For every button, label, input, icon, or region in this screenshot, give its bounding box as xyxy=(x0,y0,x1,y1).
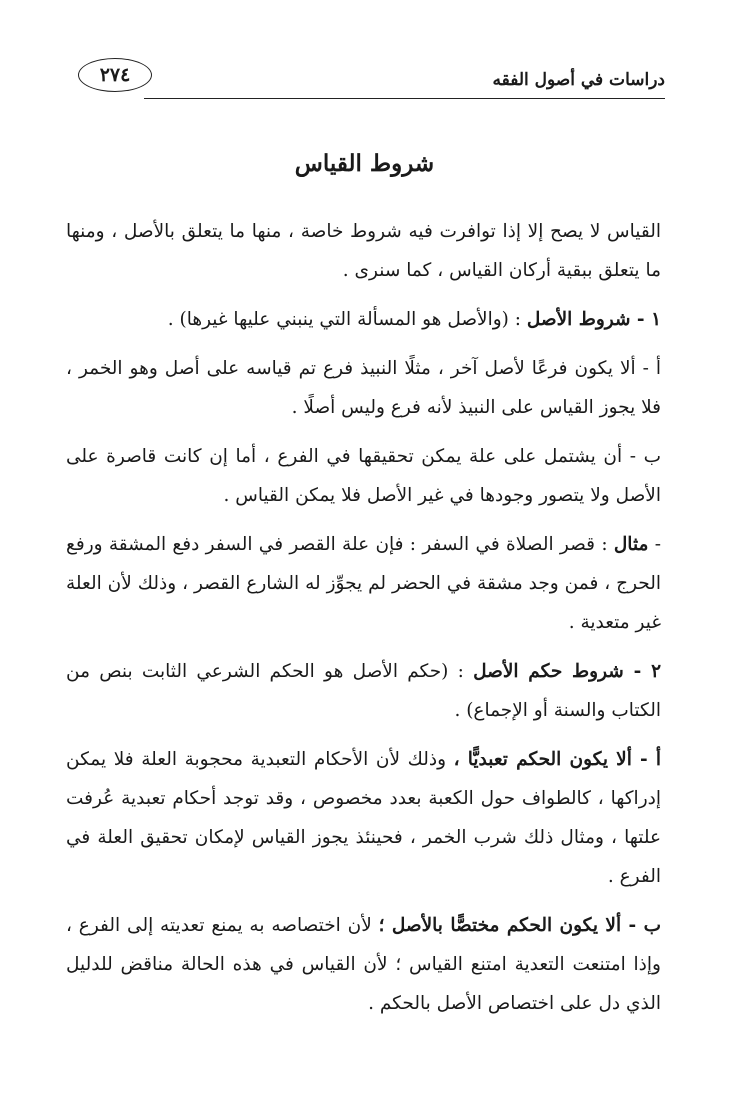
paragraph-hukm-conditions xyxy=(66,652,661,730)
hukm-condition-a-heading: أ - ألا يكون الحكم تعبديًّا ، xyxy=(453,749,661,770)
asl-condition-a: أ - ألا يكون فرعًا لأصل آخر ، مثلًا النبيذ فرع تم قياسه على أصل وهو الخمر ، فلا يجوز القياس على النبيذ لأنه فرع وليس أصلًا . xyxy=(66,358,661,418)
asl-conditions-text: : (والأصل هو المسألة التي ينبني عليها غيرها) . xyxy=(167,309,527,330)
running-title: دراسات في أصول الفقه xyxy=(492,70,665,90)
section-title: شروط القياس xyxy=(294,150,435,177)
example-paragraph xyxy=(66,525,661,642)
asl-condition-b: ب - أن يشتمل على علة يمكن تحقيقها في الفرع ، أما إن كانت قاصرة على الأصل ولا يتصور وجودها في غير الأصل فلا يمكن القياس . xyxy=(66,446,661,506)
hukm-condition-a xyxy=(66,740,661,896)
page-header xyxy=(64,56,665,104)
hukm-condition-b-heading: ب - ألا يكون الحكم مختصًّا بالأصل ؛ xyxy=(378,915,661,936)
hukm-condition-b-text: لأن اختصاصه به يمنع تعديته إلى الفرع ، وإذا امتنعت التعدية امتنع القياس ؛ لأن القياس في هذه الحالة مناقض للدليل الذي دل على اختصاص الأصل بالحكم . xyxy=(66,915,661,1014)
paragraph-asl-conditions xyxy=(66,300,661,339)
hukm-condition-b xyxy=(66,906,661,1023)
example-dash: - xyxy=(648,534,661,555)
hukm-conditions-text: : (حكم الأصل هو الحكم الشرعي الثابت بنص من الكتاب والسنة أو الإجماع) . xyxy=(66,661,661,721)
intro-paragraph: القياس لا يصح إلا إذا توافرت فيه شروط خاصة ، منها ما يتعلق بالأصل ، ومنها ما يتعلق ببقية أركان القياس ، كما سنرى . xyxy=(66,221,661,281)
header-rule xyxy=(144,98,665,99)
hukm-condition-a-text: وذلك لأن الأحكام التعبدية محجوبة العلة فلا يمكن إدراكها ، كالطواف حول الكعبة بعدد مخصوص ، وقد توجد أحكام تعبدية عُرفت علتها ، ومثال ذلك شرب الخمر ، فحينئذ يجوز القياس لإمكان تحقيق العلة في الفرع . xyxy=(66,749,661,887)
example-label: مثال xyxy=(613,534,649,555)
body-text xyxy=(66,212,661,1033)
example-text: : قصر الصلاة في السفر : فإن علة القصر في السفر دفع المشقة ورفع الحرج ، فمن وجد مشقة في الحضر لم يجوِّز له الشارع القصر ، وذلك لأن العلة غير متعدية . xyxy=(66,534,661,633)
hukm-conditions-heading: ٢ - شروط حكم الأصل xyxy=(473,661,661,682)
page-number: ٢٧٤ xyxy=(78,58,152,92)
asl-conditions-heading: ١ - شروط الأصل xyxy=(526,309,661,330)
